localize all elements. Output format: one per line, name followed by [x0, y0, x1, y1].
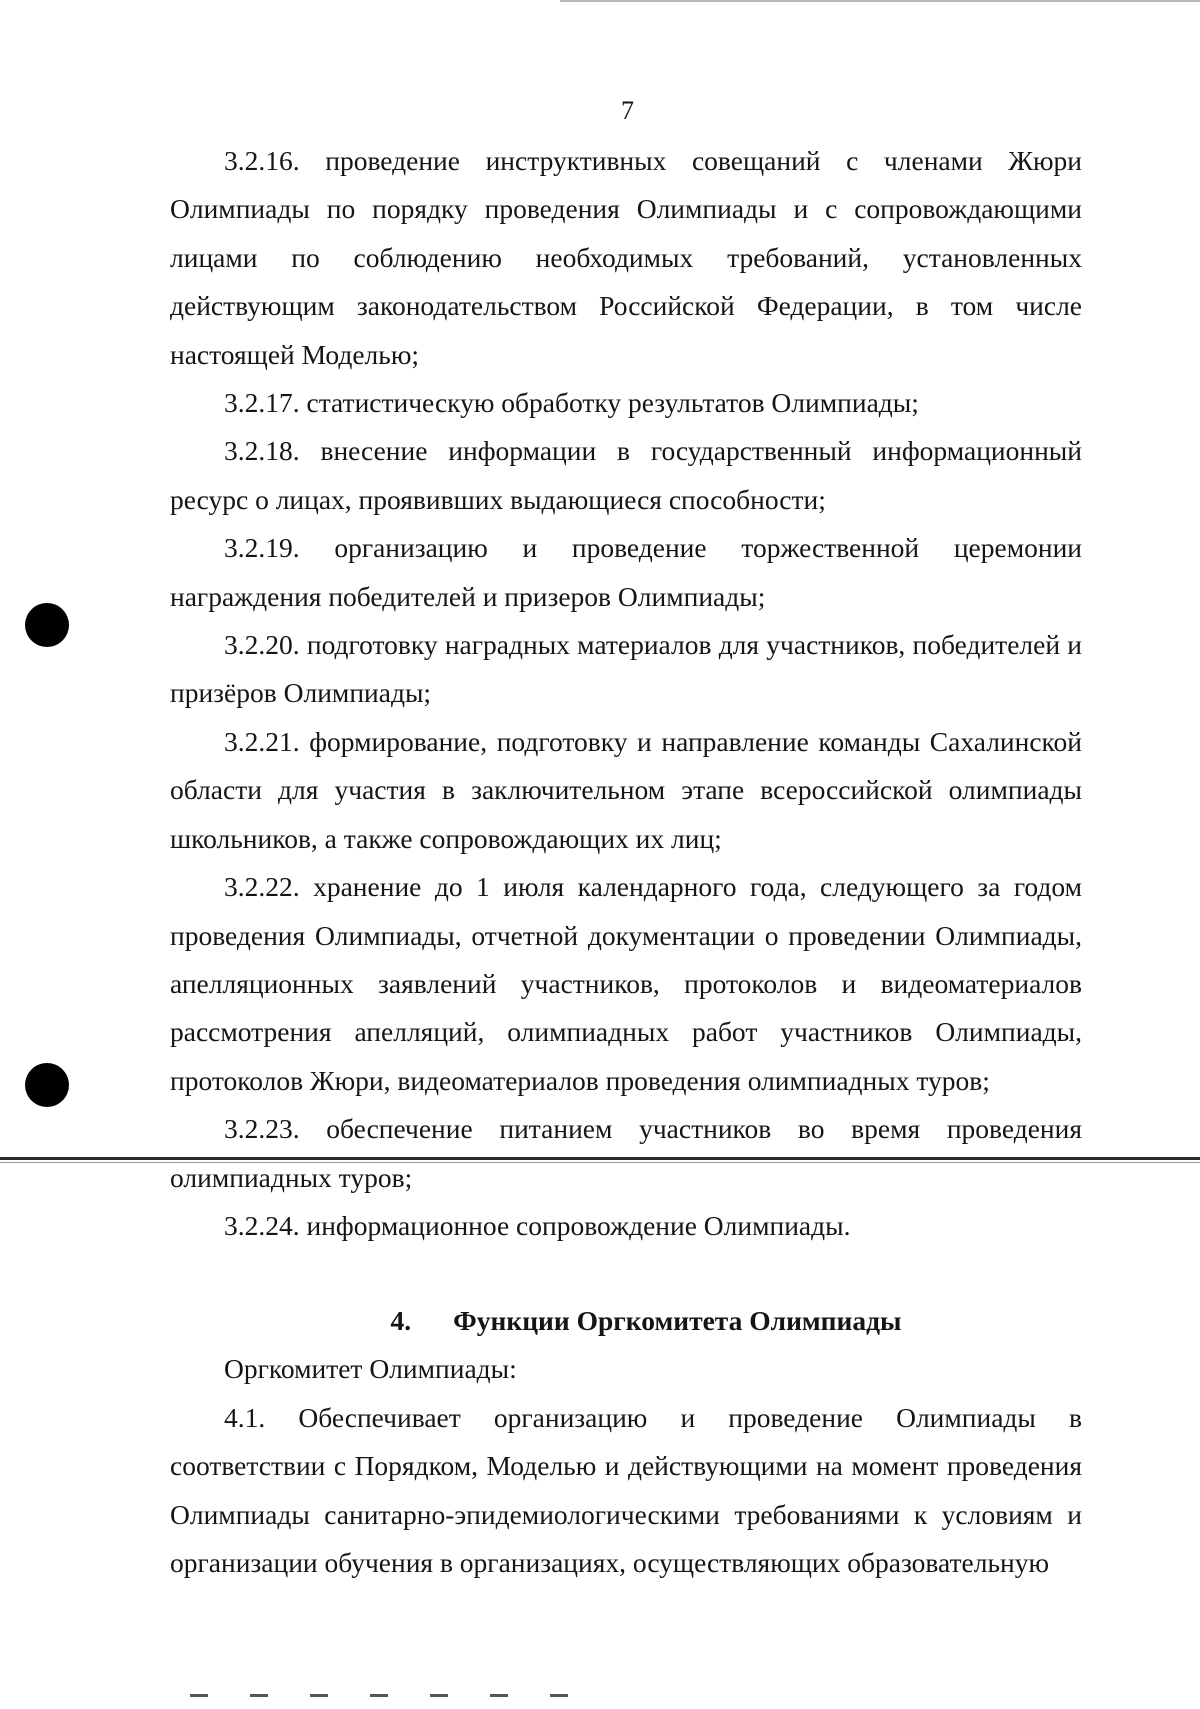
paragraph-3-2-22: 3.2.22. хранение до 1 июля календарного года, следующего за годом проведения Олимпиады, отчетной документации о проведении Олимпиады, апелляционных заявлений участников, протоколов и видеоматериалов рассмотрения апелляций, олимпиадных работ участников Олимпиады, протоколов Жюри, видеоматериалов проведения олимпиадных туров;: [170, 871, 1082, 1096]
punch-hole-mark: [25, 1063, 69, 1107]
scan-bottom-marks: [190, 1694, 590, 1697]
paragraph-3-2-16: 3.2.16. проведение инструктивных совещаний с членами Жюри Олимпиады по порядку проведения Олимпиады и с сопровождающими лицами по соблюдению необходимых требований, установленных действующим законодательством Российской Федерации, в том числе настоящей Моделью;: [170, 145, 1082, 370]
section-title: Функции Оргкомитета Олимпиады: [453, 1305, 902, 1337]
section-number: 4.: [390, 1305, 412, 1337]
paragraph-3-2-23: 3.2.23. обеспечение питанием участников во время проведения олимпиадных туров;: [170, 1113, 1082, 1193]
paragraph-3-2-21: 3.2.21. формирование, подготовку и направление команды Сахалинской области для участия в заключительном этапе всероссийской олимпиады школьников, а также сопровождающих их лиц;: [170, 725, 1082, 854]
paragraph-3-2-18: 3.2.18. внесение информации в государственный информационный ресурс о лицах, проявивших выдающиеся способности;: [170, 435, 1082, 515]
section-heading: [170, 1297, 1082, 1345]
page-number: 7: [621, 96, 634, 125]
paragraph-orgcommittee-intro: Оргкомитет Олимпиады:: [224, 1353, 517, 1385]
paragraph-4-1: 4.1. Обеспечивает организацию и проведение Олимпиады в соответствии с Порядком, Моделью и действующими на момент проведения Олимпиады санитарно-эпидемиологическими требованиями к условиям и организации обучения в организациях, осуществляющих образовательную: [170, 1401, 1082, 1578]
scan-top-edge: [560, 0, 1200, 2]
document-body: [170, 137, 1082, 1587]
paragraph-3-2-19: 3.2.19. организацию и проведение торжественной церемонии награждения победителей и призеров Олимпиады;: [170, 532, 1082, 612]
paragraph-3-2-20: 3.2.20. подготовку наградных материалов для участников, победителей и призёров Олимпиады;: [170, 629, 1082, 709]
punch-hole-mark: [25, 603, 69, 647]
paragraph-3-2-24: 3.2.24. информационное сопровождение Олимпиады.: [224, 1209, 851, 1241]
paragraph-3-2-17: 3.2.17. статистическую обработку результатов Олимпиады;: [224, 387, 919, 419]
